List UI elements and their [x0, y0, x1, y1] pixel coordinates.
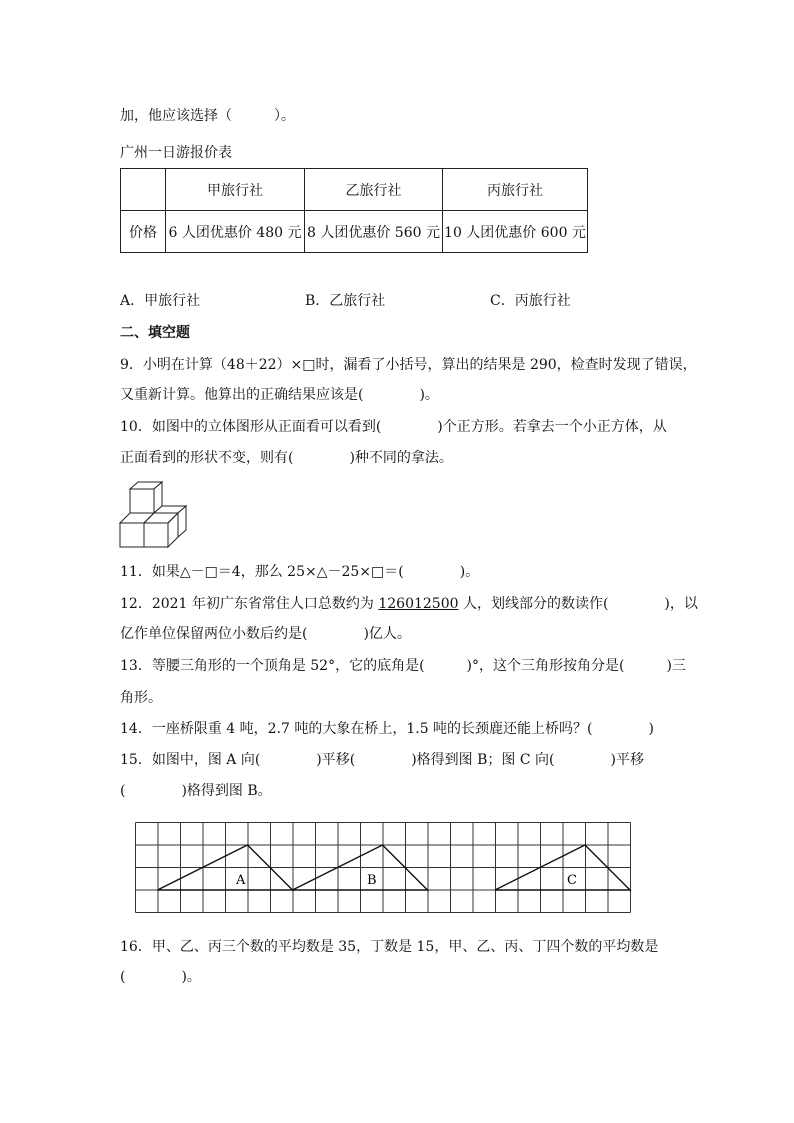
label-c: C: [567, 873, 577, 888]
grid-figure: [135, 822, 633, 914]
q12-text-b: 人，划线部分的数读作( )，以: [458, 596, 698, 612]
q11-line1: 11．如果△－□＝4，那么 25×△－25×□＝( )。: [120, 564, 480, 580]
q13-line2: 角形。: [120, 690, 162, 706]
q12-underlined-number: 126012500: [378, 596, 459, 612]
cube-figure: [118, 479, 188, 549]
table-cell-jia: 6 人团优惠价 480 元: [166, 211, 305, 253]
q13-line1: 13．等腰三角形的一个顶角是 52°，它的底角是( )°，这个三角形按角分是( )三: [120, 658, 686, 674]
table-cell-yi: 8 人团优惠价 560 元: [305, 211, 443, 253]
table-header-bing: 丙旅行社: [443, 169, 588, 211]
table-title: 广州一日游报价表: [120, 145, 232, 161]
label-b: B: [367, 873, 377, 888]
q16-line1: 16．甲、乙、丙三个数的平均数是 35，丁数是 15，甲、乙、丙、丁四个数的平均数是: [120, 939, 659, 955]
q9-line1: 9．小明在计算（48＋22）×□时，漏看了小括号，算出的结果是 290，检查时发现了错误，: [120, 357, 697, 373]
q10-line1: 10．如图中的立体图形从正面看可以看到( )个正方形。若拿去一个小正方体，从: [120, 419, 667, 435]
table-header-yi: 乙旅行社: [305, 169, 443, 211]
grid-lines: [136, 823, 631, 913]
q12-line1: [120, 594, 698, 614]
q12-line2: 亿作单位保留两位小数后约是( )亿人。: [120, 626, 411, 642]
table-header-jia: 甲旅行社: [166, 169, 305, 211]
q15-line1: 15．如图中，图 A 向( )平移( )格得到图 B；图 C 向( )平移: [120, 752, 644, 768]
q8-tail: 加，他应该选择（ ）。: [120, 108, 295, 124]
table-cell-bing: 10 人团优惠价 600 元: [443, 211, 588, 253]
option-b: B．乙旅行社: [305, 293, 386, 309]
table-header-empty: [121, 169, 166, 211]
option-a: A．甲旅行社: [120, 293, 201, 309]
table-row-label: 价格: [121, 211, 166, 253]
q15-line2: ( )格得到图 B。: [120, 783, 272, 799]
label-a: A: [236, 873, 246, 888]
price-table: [120, 168, 588, 253]
q14-line1: 14．一座桥限重 4 吨，2.7 吨的大象在桥上，1.5 吨的长颈鹿还能上桥吗？( ): [120, 721, 654, 737]
q12-text-a: 12．2021 年初广东省常住人口总数约为: [120, 596, 379, 612]
q10-line2: 正面看到的形状不变，则有( )种不同的拿法。: [120, 450, 453, 466]
q16-line2: ( )。: [120, 969, 201, 985]
option-c: C．丙旅行社: [490, 293, 571, 309]
q9-line2: 又重新计算。他算出的正确结果应该是( )。: [120, 387, 439, 403]
section-title: 二、填空题: [120, 325, 190, 341]
